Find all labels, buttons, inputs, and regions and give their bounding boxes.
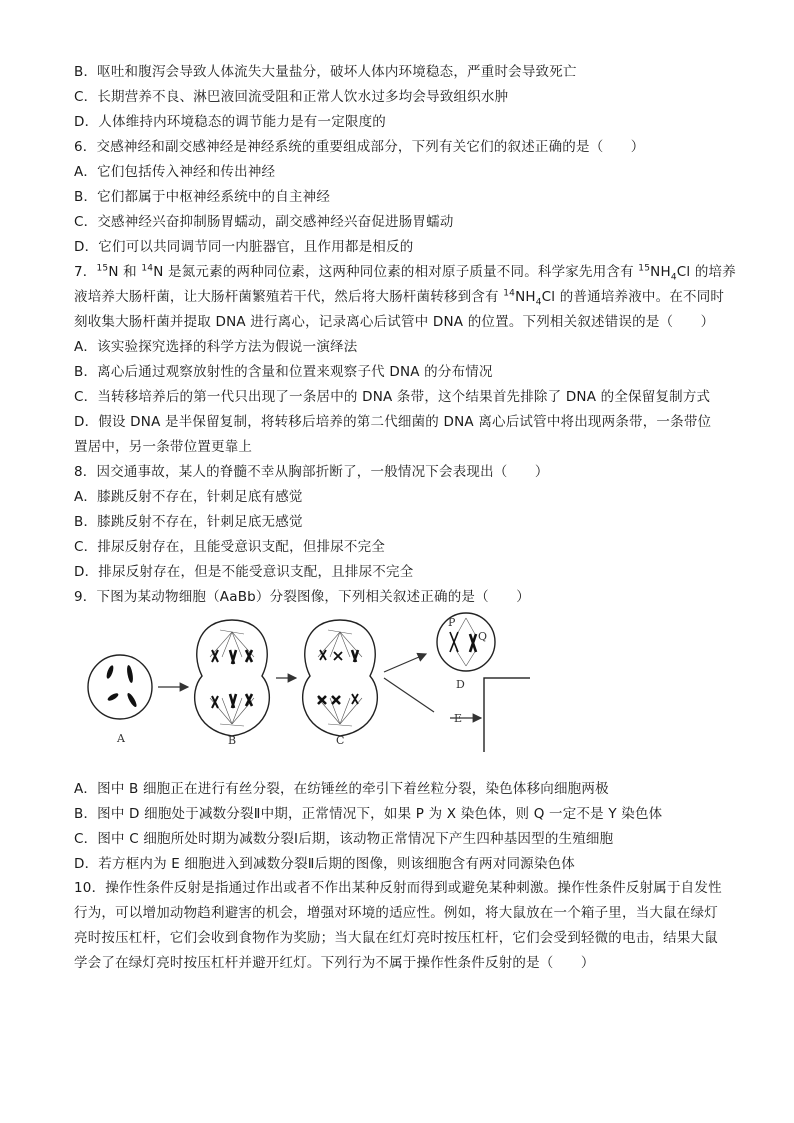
- question-7-line-2: 液培养大肠杆菌，让大肠杆菌繁殖若干代，然后将大肠杆菌转移到含有 $^{14}NH_4Cl$ 的普通培养液中。在不同时: [74, 288, 725, 308]
- label-p: P: [448, 616, 456, 629]
- option-5c: C．长期营养不良、淋巴液回流受阻和正常人饮水过多均会导致组织水肿: [74, 89, 509, 105]
- cell-c: [303, 620, 378, 747]
- label-q: Q: [478, 630, 488, 643]
- option-7d-line-1: D．假设 DNA 是半保留复制，将转移后培养的第二代细菌的 DNA 离心后试管中将出现两条带，一条带位: [74, 414, 712, 430]
- chromosome: [470, 634, 476, 652]
- chromosome: [352, 694, 358, 704]
- option-5b: B．呕吐和腹泻会导致人体流失大量盐分，破坏人体内环境稳态，严重时会导致死亡: [74, 64, 577, 80]
- cell-a: [88, 655, 152, 745]
- chromosome: [352, 650, 358, 662]
- question-7-line-1: 7．$^{15}$N 和 $^{14}$N 是氮元素的两种同位素，这两种同位素的相对原子质量不同。科学家先用含有 $^{15}NH_4Cl$ 的培养: [74, 263, 736, 283]
- option-8b: B．膝跳反射不存在，针刺足底无感觉: [74, 514, 303, 530]
- chromosome: [450, 632, 458, 652]
- label-a: A: [117, 732, 125, 745]
- chromosome: [126, 665, 134, 684]
- question-9: 9．下图为某动物细胞（AaBb）分裂图像，下列相关叙述正确的是（ ）: [74, 589, 530, 605]
- option-9a: A．图中 B 细胞正在进行有丝分裂，在纺锤丝的牵引下着丝粒分裂，染色体移向细胞两极: [74, 781, 609, 797]
- question-10: 10．操作性条件反射是指通过作出或者不作出某种反射而得到或避免某种刺激。操作性条件反射属于自发性行为，可以增加动物趋利避害的机会，增强对环境的适应性。例如，将大鼠放在一个箱子里，当大鼠在绿灯亮时按压杠杆，它们会收到食物作为奖励；当大鼠在红灯亮时按压杠杆，它们会受到轻微的电击，结果大鼠学会了在绿灯亮时按压杠杆并避开红灯。下列行为不属于操作性条件反射的是（ ）: [74, 880, 722, 971]
- option-6b: B．它们都属于中枢神经系统中的自主神经: [74, 189, 331, 205]
- chromosome: [230, 650, 236, 664]
- cell-division-figure: [80, 612, 530, 752]
- cell-b: [195, 620, 270, 747]
- chromosome: [230, 694, 236, 708]
- label-e: E: [454, 712, 463, 725]
- chromosome: [107, 692, 120, 702]
- option-7b: B．离心后通过观察放射性的含量和位置来观察子代 DNA 的分布情况: [74, 364, 493, 380]
- option-6d: D．它们可以共同调节同一内脏器官，且作用都是相反的: [74, 239, 414, 255]
- option-5d: D．人体维持内环境稳态的调节能力是有一定限度的: [74, 114, 386, 130]
- option-9c: C．图中 C 细胞所处时期为减数分裂Ⅰ后期，该动物正常情况下产生四种基因型的生殖细胞: [74, 831, 614, 847]
- option-8c: C．排尿反射存在，且能受意识支配，但排尿不完全: [74, 539, 386, 555]
- chromosome: [105, 665, 114, 680]
- option-8d: D．排尿反射存在，但是不能受意识支配，且排尿不完全: [74, 564, 414, 580]
- option-6a: A．它们包括传入神经和传出神经: [74, 164, 276, 180]
- question-7-line-3: 刻收集大肠杆菌并提取 DNA 进行离心，记录离心后试管中 DNA 的位置。下列相关叙述错误的是（ ）: [74, 314, 715, 330]
- question-6: 6．交感神经和副交感神经是神经系统的重要组成部分，下列有关它们的叙述正确的是（ ）: [74, 139, 645, 155]
- option-9b: B．图中 D 细胞处于减数分裂Ⅱ中期，正常情况下，如果 P 为 X 染色体，则 Q 一定不是 Y 染色体: [74, 806, 663, 822]
- chromosome: [246, 650, 252, 662]
- chromosome: [126, 692, 138, 708]
- chromosome: [332, 696, 340, 704]
- chromosome: [212, 650, 218, 662]
- option-8a: A．膝跳反射不存在，针刺足底有感觉: [74, 489, 303, 505]
- option-6c: C．交感神经兴奋抑制肠胃蠕动，副交感神经兴奋促进肠胃蠕动: [74, 214, 454, 230]
- chromosome: [334, 652, 342, 660]
- label-d: D: [456, 678, 465, 691]
- question-8: 8．因交通事故，某人的脊髓不幸从胸部折断了，一般情况下会表现出（ ）: [74, 464, 549, 480]
- option-7c: C．当转移培养后的第一代只出现了一条居中的 DNA 条带，这个结果首先排除了 DNA 的全保留复制方式: [74, 389, 711, 405]
- cell-e-box: [484, 678, 530, 752]
- option-9d: D．若方框内为 E 细胞进入到减数分裂Ⅱ后期的图像，则该细胞含有两对同源染色体: [74, 856, 575, 872]
- label-b: B: [228, 734, 237, 747]
- label-c: C: [336, 734, 345, 747]
- option-7d-line-2: 置居中，另一条带位置更靠上: [74, 439, 253, 455]
- cell-d: [437, 613, 495, 691]
- option-7a: A．该实验探究选择的科学方法为假说一演绎法: [74, 339, 358, 355]
- chromosome: [212, 696, 218, 708]
